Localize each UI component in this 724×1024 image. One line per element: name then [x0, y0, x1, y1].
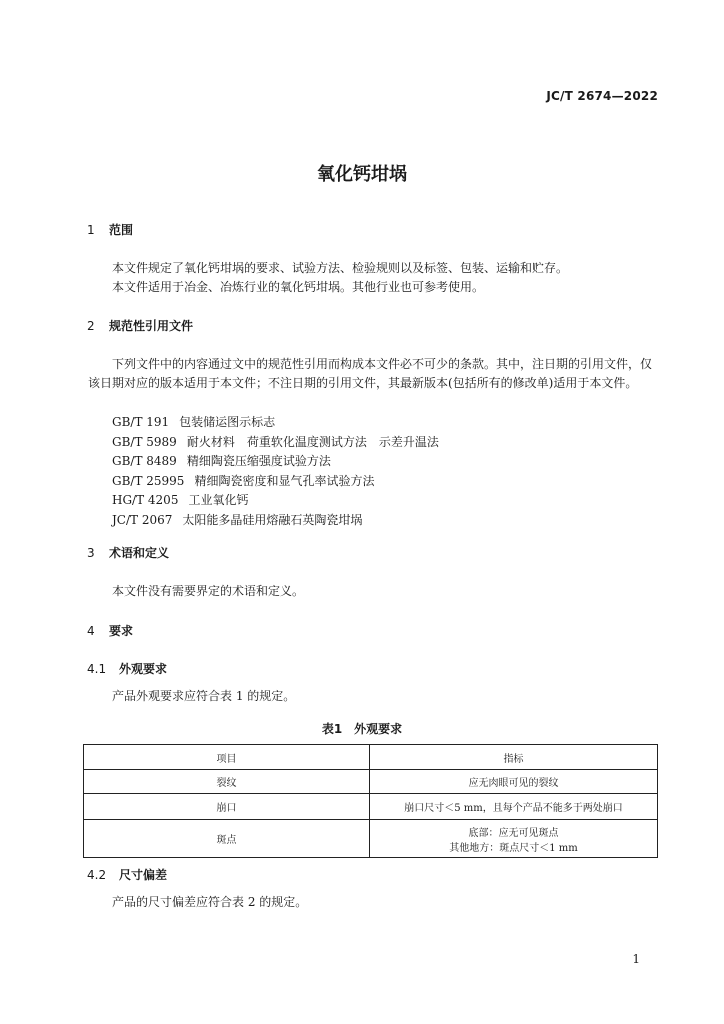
table-row: [84, 794, 658, 820]
section-number: 1: [87, 223, 95, 237]
section-1-paragraph-1: 本文件规定了氧化钙坩埚的要求、试验方法、检验规则以及标签、包装、运输和贮存。: [112, 261, 569, 275]
section-title: 规范性引用文件: [109, 319, 194, 333]
row-item-cell: 崩口: [84, 794, 370, 820]
section-title: 尺寸偏差: [119, 868, 168, 882]
reference-title: 工业氧化钙: [188, 493, 249, 507]
reference-code: GB/T 5989: [112, 434, 177, 449]
table-row: [84, 770, 658, 794]
section-title: 术语和定义: [109, 546, 170, 560]
section-3-paragraph: 本文件没有需要界定的术语和定义。: [112, 584, 305, 598]
appearance-requirements-table: [83, 744, 658, 858]
section-4-1-paragraph: 产品外观要求应符合表 1 的规定。: [112, 689, 296, 703]
reference-code: JC/T 2067: [112, 512, 173, 527]
row-spec-cell: [370, 820, 658, 858]
spec-line: 其他地方：斑点尺寸＜1 mm: [449, 842, 578, 854]
section-title: 范围: [109, 223, 134, 237]
section-title: 要求: [109, 624, 134, 638]
reference-title: 精细陶瓷压缩强度试验方法: [186, 454, 331, 468]
reference-title: 耐火材料 荷重软化温度测试方法 示差升温法: [186, 434, 439, 449]
reference-item: [112, 433, 439, 453]
table-row: [84, 820, 658, 858]
section-3-heading: [87, 544, 169, 561]
reference-item: [112, 472, 439, 492]
column-header-spec: 指标: [370, 745, 658, 770]
section-number: 3: [87, 546, 95, 560]
reference-code: GB/T 8489: [112, 454, 177, 468]
document-title: 氧化钙坩埚: [317, 164, 407, 185]
reference-code: HG/T 4205: [112, 493, 179, 507]
reference-code: GB/T 191: [112, 415, 170, 429]
reference-code: GB/T 25995: [112, 473, 185, 488]
reference-item: [112, 511, 439, 531]
reference-item: [112, 413, 439, 433]
row-spec-cell: 崩口尺寸＜5 mm，且每个产品不能多于两处崩口: [370, 794, 658, 820]
section-number: 4.2: [87, 868, 107, 882]
reference-item: [112, 452, 439, 472]
section-4-2-paragraph: 产品的尺寸偏差应符合表 2 的规定。: [112, 895, 308, 909]
reference-title: 太阳能多晶硅用熔融石英陶瓷坩埚: [182, 512, 363, 527]
section-number: 4: [87, 624, 95, 638]
section-title: 外观要求: [119, 662, 168, 676]
standard-code: JC/T 2674—2022: [546, 89, 658, 103]
reference-item: [112, 491, 439, 511]
column-header-item: 项目: [84, 745, 370, 770]
row-item-cell: 斑点: [84, 820, 370, 858]
section-1-heading: [87, 221, 133, 238]
spec-line: 底部：应无可见斑点: [468, 827, 559, 839]
section-4-2-heading: [87, 866, 167, 883]
section-1-paragraph-2: 本文件适用于冶金、冶炼行业的氧化钙坩埚。其他行业也可参考使用。: [112, 280, 485, 294]
normative-references-list: [112, 413, 439, 530]
row-item-cell: 裂纹: [84, 770, 370, 794]
table-header-row: [84, 745, 658, 770]
table-1-caption: 表1 外观要求: [321, 722, 403, 736]
section-4-1-heading: [87, 660, 167, 677]
section-number: 2: [87, 319, 95, 333]
section-2-heading: [87, 317, 193, 334]
reference-title: 精细陶瓷密度和显气孔率试验方法: [194, 473, 375, 488]
reference-title: 包装储运图示标志: [179, 415, 276, 429]
section-2-paragraph: 下列文件中的内容通过文中的规范性引用而构成本文件必不可少的条款。其中，注日期的引用文件，仅该日期对应的版本适用于本文件；不注日期的引用文件，其最新版本(包括所有的修改单)适用于本文件。: [88, 357, 653, 390]
section-number: 4.1: [87, 662, 107, 676]
row-spec-cell: 应无肉眼可见的裂纹: [370, 770, 658, 794]
page-number: 1: [632, 952, 640, 966]
section-4-heading: [87, 622, 133, 639]
